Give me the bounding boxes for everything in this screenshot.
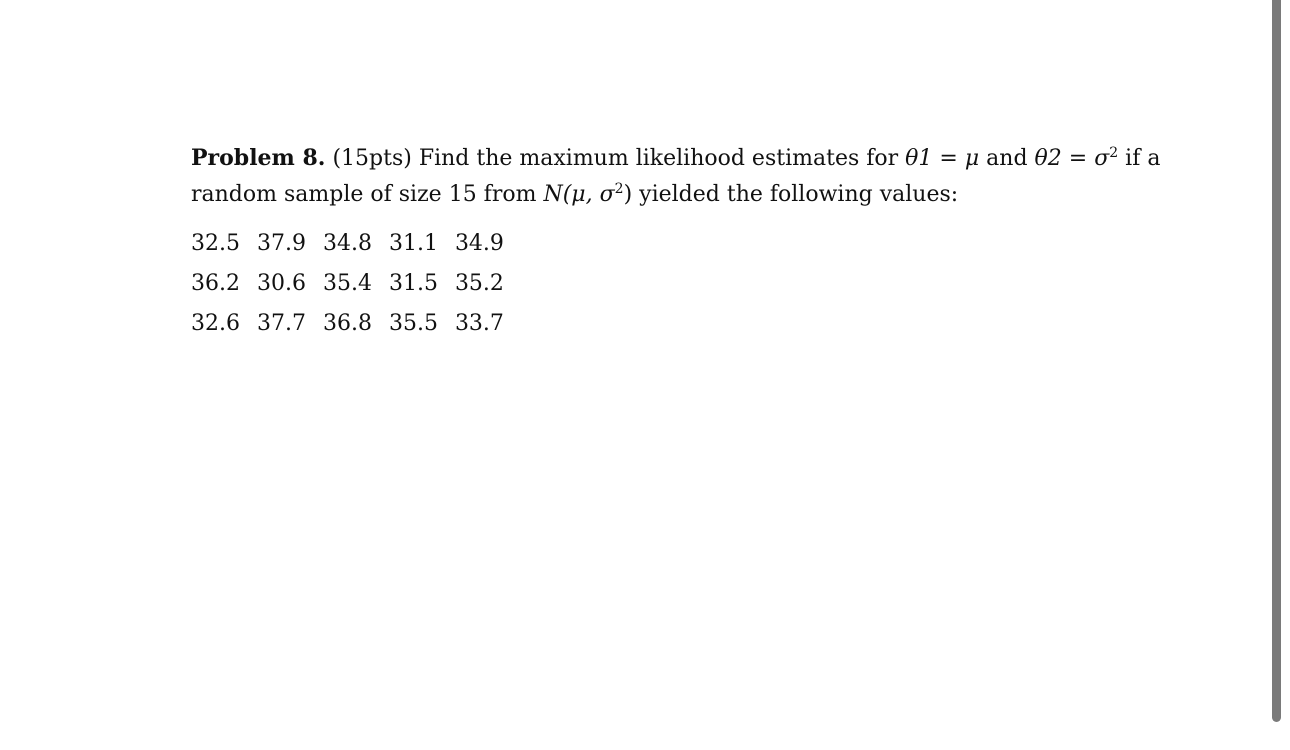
and-text: and (986, 146, 1028, 171)
data-value: 36.2 (191, 271, 240, 296)
data-value: 32.6 (191, 311, 240, 336)
equals-sign: = (939, 146, 958, 171)
data-value: 32.5 (191, 231, 240, 256)
data-row (191, 264, 514, 304)
data-row (191, 304, 514, 344)
theta1-symbol: θ1 (905, 146, 933, 171)
data-value: 33.7 (454, 311, 504, 336)
problem-points: (15pts) (332, 146, 412, 171)
sample-values (191, 224, 514, 344)
problem-statement (191, 140, 1191, 213)
mu-symbol: μ (964, 146, 980, 171)
equals-sign: = (1068, 146, 1088, 171)
distribution-mu: μ (571, 182, 586, 207)
problem-line-2 (191, 177, 1191, 213)
sigma-symbol: σ (1094, 146, 1110, 171)
data-value: 34.9 (454, 231, 504, 256)
data-value: 35.5 (388, 311, 438, 336)
data-value: 37.7 (256, 311, 306, 336)
distribution-exponent: 2 (614, 181, 624, 197)
data-value: 35.4 (322, 271, 372, 296)
data-value: 36.8 (322, 311, 372, 336)
theta2-symbol: θ2 (1034, 146, 1062, 171)
sigma-exponent: 2 (1109, 145, 1119, 161)
data-value: 31.5 (388, 271, 438, 296)
data-value: 31.1 (388, 231, 438, 256)
yielded-text: yielded the following values: (639, 182, 959, 207)
distribution-sigma: σ (599, 182, 615, 207)
data-value: 30.6 (256, 271, 306, 296)
problem-text-end: if a (1125, 146, 1161, 171)
distribution-close: ) (623, 182, 633, 207)
data-row (191, 224, 514, 264)
distribution-comma: , (585, 182, 593, 207)
problem-label: Problem 8. (191, 145, 326, 171)
problem-text: Find the maximum likelihood estimates for (418, 146, 899, 171)
data-value: 35.2 (454, 271, 504, 296)
data-value: 34.8 (322, 231, 372, 256)
sample-text: random sample of size 15 from (191, 182, 537, 207)
vertical-scrollbar[interactable] (1272, 0, 1281, 722)
problem-line-1 (191, 140, 1191, 177)
distribution-open: N( (543, 182, 572, 207)
data-value: 37.9 (256, 231, 306, 256)
